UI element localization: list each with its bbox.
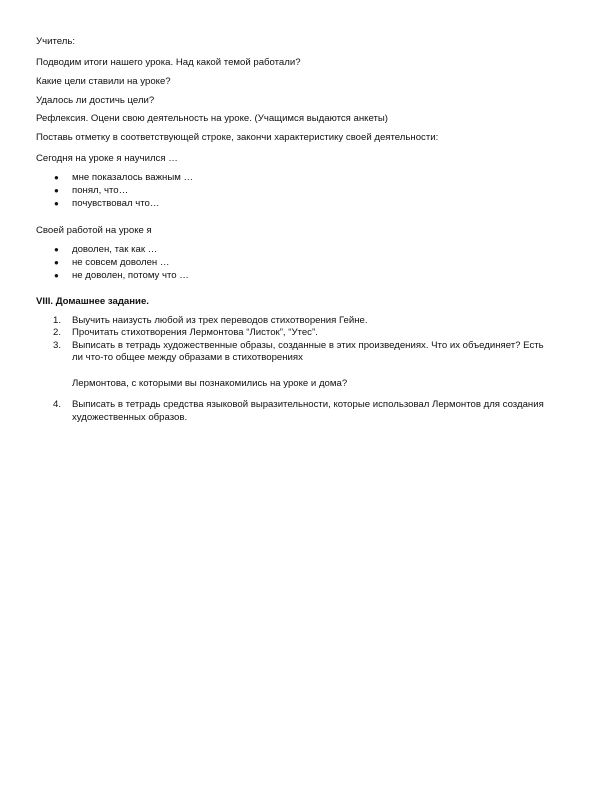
homework-item: Выучить наизусть любой из трех переводов стихотворения Гейне.: [72, 315, 368, 326]
question-topic: Подводим итоги нашего урока. Над какой темой работали?: [36, 57, 301, 68]
teacher-label: Учитель:: [36, 36, 76, 47]
homework-item: Выписать в тетрадь художественные образы, созданные в этих произведениях. Что их объединяет? Есть: [72, 340, 544, 351]
list-number: 4.: [53, 399, 62, 410]
question-goals: Какие цели ставили на уроке?: [36, 76, 171, 87]
learned-heading: Сегодня на уроке я научился …: [36, 153, 178, 164]
instruction-text: Поставь отметку в соответствующей строке, закончи характеристику своей деятельности:: [36, 132, 439, 143]
list-item: понял, что…: [72, 185, 129, 196]
list-number: 1.: [53, 315, 62, 326]
homework-item-continued: ли что-то общее между образами в стихотворениях: [72, 352, 303, 363]
bullet-icon: ●: [54, 258, 59, 267]
satisfaction-heading: Своей работой на уроке я: [36, 225, 152, 236]
list-item: не совсем доволен …: [72, 257, 170, 268]
list-number: 2.: [53, 327, 62, 338]
bullet-icon: ●: [54, 271, 59, 280]
list-item: доволен, так как …: [72, 244, 158, 255]
list-item: почувствовал что…: [72, 198, 160, 209]
homework-item: Выписать в тетрадь средства языковой выразительности, которые использовал Лермонтов для создания: [72, 399, 544, 410]
homework-item-continued: Лермонтова, с которыми вы познакомились на уроке и дома?: [72, 378, 348, 389]
bullet-icon: ●: [54, 199, 59, 208]
question-achieved: Удалось ли достичь цели?: [36, 95, 155, 106]
bullet-icon: ●: [54, 173, 59, 182]
list-number: 3.: [53, 340, 62, 351]
homework-item-continued: художественных образов.: [72, 412, 188, 423]
reflection-text: Рефлексия. Оцени свою деятельность на уроке. (Учащимся выдаются анкеты): [36, 113, 388, 124]
list-item: не доволен, потому что …: [72, 270, 189, 281]
homework-heading: VIII. Домашнее задание.: [36, 296, 149, 307]
bullet-icon: ●: [54, 186, 59, 195]
list-item: мне показалось важным …: [72, 172, 194, 183]
homework-item: Прочитать стихотворения Лермонтова “Листок”, “Утес”.: [72, 327, 318, 338]
bullet-icon: ●: [54, 245, 59, 254]
